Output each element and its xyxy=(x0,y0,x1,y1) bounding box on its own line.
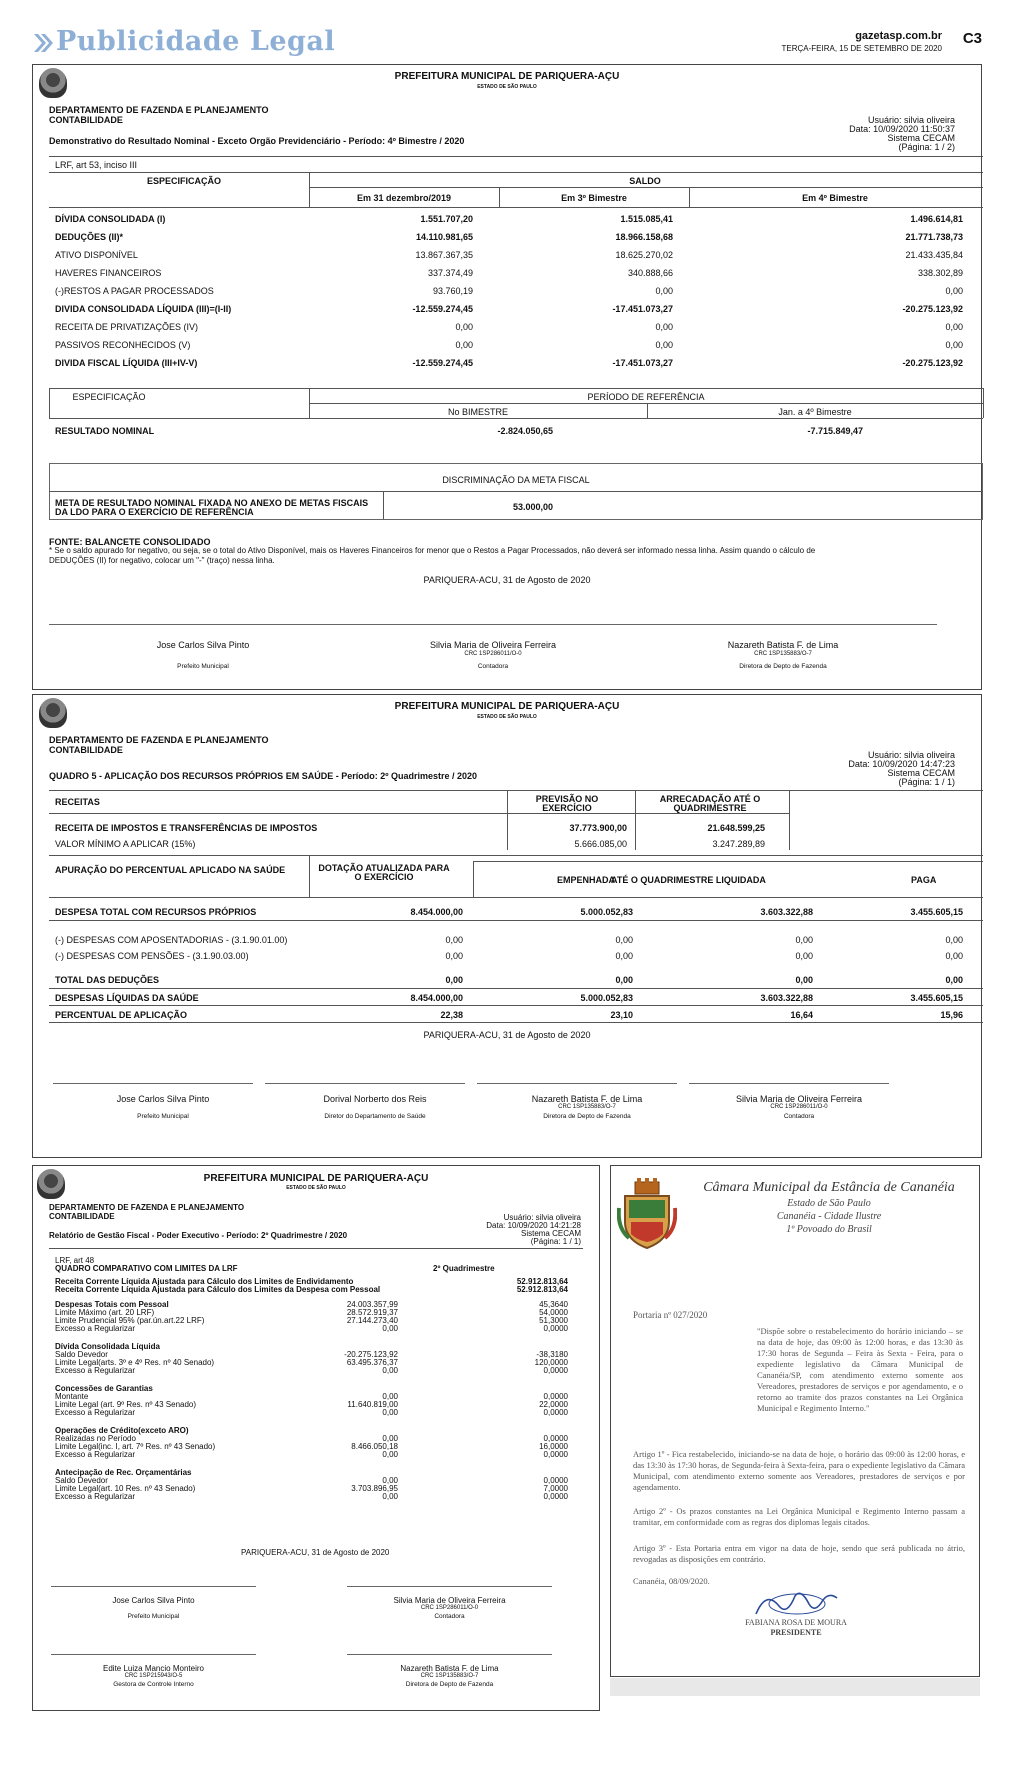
signer-crc: CRC 1SP135883/O-7 xyxy=(754,651,812,657)
resultado-nominal-acum: -7.715.849,47 xyxy=(807,426,863,436)
table-rule xyxy=(49,1022,983,1023)
row-value-4bim: 338.302,89 xyxy=(917,268,963,278)
row-value-4bim: 0,00 xyxy=(945,340,963,350)
doc-subtitle: Demonstrativo do Resultado Nominal - Exceto Orgão Previdenciário - Período: 4º Bimestre / 2020 xyxy=(49,136,465,146)
group-percent: 45,3640 xyxy=(539,1300,568,1309)
fonte-label: FONTE: BALANCETE CONSOLIDADO xyxy=(49,537,211,547)
row-label: RECEITA DE PRIVATIZAÇÕES (IV) xyxy=(55,322,199,332)
usuario-label: Usuário: silvia oliveira xyxy=(867,750,955,760)
section-title: Publicidade Legal xyxy=(56,26,336,57)
signer-name: Dorival Norberto dos Reis xyxy=(323,1094,427,1104)
row-value-liquidada: 0,00 xyxy=(795,975,813,985)
item-label: Limite Máximo (art. 20 LRF) xyxy=(55,1308,155,1317)
camara-coat-of-arms-icon xyxy=(617,1178,677,1250)
item-label: Excesso a Regularizar xyxy=(55,1324,136,1333)
signer-role: Contadora xyxy=(783,1113,815,1120)
camara-signer-role: PRESIDENTE xyxy=(770,1628,822,1637)
row-value-dotacao: 22,38 xyxy=(440,1010,463,1020)
estado-label: ESTADO DE SÃO PAULO xyxy=(286,1185,346,1191)
row-value-3bim: -17.451.073,27 xyxy=(612,304,673,314)
row-label: PERCENTUAL DE APLICAÇÃO xyxy=(55,1010,188,1020)
portaria-number: Portaria nº 027/2020 xyxy=(633,1310,708,1320)
portaria-ementa: "Dispõe sobre o restabelecimento do horário iniciando – se na data de hoje, das 09:00 às 12:00 horas, e das 13:30 às 17:30 horas de Segunda – Feira às Sexta - Feira, para o expediente legislativo da Câmara Municipal de Cananéia/SP, com atendimento externo somente aos Vereadores, prestadores de serviços e por agendamento, e o retorno ao tramite dos prazos constantes na Lei Orgânica Municipal e Regimento Interno." xyxy=(757,1326,963,1413)
item-value: 3.703.896,95 xyxy=(351,1484,398,1493)
col-4bim: Em 4º Bimestre xyxy=(802,193,868,203)
item-value: 0,00 xyxy=(382,1392,398,1401)
rcl-endividamento-label: Receita Corrente Líquida Ajustada para Cálculo dos Limites de Endividamento xyxy=(55,1277,354,1286)
valor-minimo-label: VALOR MÍNIMO A APLICAR (15%) xyxy=(55,839,196,849)
item-label: Excesso a Regularizar xyxy=(55,1366,136,1375)
row-label: (-) DESPESAS COM PENSÕES - (3.1.90.03.00) xyxy=(55,951,249,961)
row-value-3bim: 18.966.158,68 xyxy=(615,232,673,242)
row-value-4bim: 0,00 xyxy=(945,286,963,296)
item-value: 0,00 xyxy=(382,1476,398,1485)
group-title: Antecipação de Rec. Orçamentárias xyxy=(55,1468,192,1477)
row-value-paga: 3.455.605,15 xyxy=(910,907,963,917)
col-quadrimestre: 2º Quadrimestre xyxy=(433,1264,495,1273)
signer-role: Contadora xyxy=(434,1613,465,1620)
doc-saude xyxy=(32,694,982,1158)
item-value: 28.572.919,37 xyxy=(346,1308,398,1317)
item-percent: 51,3000 xyxy=(539,1316,568,1325)
prefeitura-title: PREFEITURA MUNICIPAL DE PARIQUERA-AÇU xyxy=(394,71,620,82)
item-label: Excesso a Regularizar xyxy=(55,1492,136,1501)
col-empenhada: EMPENHADA xyxy=(557,875,616,885)
item-value: -20.275.123,92 xyxy=(344,1350,398,1359)
row-value-dotacao: 8.454.000,00 xyxy=(410,907,463,917)
signer-name: Silvia Maria de Oliveira Ferreira xyxy=(429,640,557,650)
row-value-empenhada: 0,00 xyxy=(615,951,633,961)
row-value-dotacao: 0,00 xyxy=(445,975,463,985)
item-label: Limite Legal(art. 10 Res. nº 43 Senado) xyxy=(55,1484,196,1493)
row-value-3bim: 340.888,66 xyxy=(627,268,673,278)
item-percent: 0,0000 xyxy=(543,1476,568,1485)
meta-label-1: META DE RESULTADO NOMINAL FIXADA NO ANEXO DE METAS FISCAIS xyxy=(55,498,369,508)
col-no-bimestre: No BIMESTRE xyxy=(447,407,508,417)
signer-name: Jose Carlos Silva Pinto xyxy=(116,1094,210,1104)
row-value-liquidada: 0,00 xyxy=(795,951,813,961)
row-value-3bim: 0,00 xyxy=(655,286,673,296)
row-label: DÍVIDA CONSOLIDADA (I) xyxy=(55,214,166,224)
signature-line xyxy=(477,1083,677,1084)
item-label: Saldo Devedor xyxy=(55,1476,108,1485)
col-especificacao: ESPECIFICAÇÃO xyxy=(146,176,221,186)
col-liquidada: ATÉ O QUADRIMESTRE LIQUIDADA xyxy=(611,875,766,885)
valor-minimo-arrecadacao: 3.247.289,89 xyxy=(712,839,765,849)
row-value-2019: -12.559.274,45 xyxy=(412,358,473,368)
item-percent: 0,0000 xyxy=(543,1492,568,1501)
signature-line xyxy=(347,1654,552,1655)
col-arrecadacao: ARRECADAÇÃO ATÉ O xyxy=(659,794,761,804)
row-label: ATIVO DISPONÍVEL xyxy=(55,250,138,260)
group-value: 24.003.357,99 xyxy=(346,1300,398,1309)
row-label: (-)RESTOS A PAGAR PROCESSADOS xyxy=(55,286,214,296)
table-rule xyxy=(49,1005,983,1006)
item-value: 0,00 xyxy=(382,1324,398,1333)
item-label: Montante xyxy=(55,1392,89,1401)
item-label: Saldo Devedor xyxy=(55,1350,108,1359)
doc-resultado-nominal xyxy=(32,64,982,690)
camara-local-date: Cananéia, 08/09/2020. xyxy=(633,1576,710,1586)
camara-signer: FABIANA ROSA DE MOURA xyxy=(745,1618,847,1627)
artigo-3: Artigo 3º - Esta Portaria entra em vigor na data de hoje, sendo que será publicada no átrio, revogadas as disposições em contrário. xyxy=(633,1543,965,1564)
signature-line xyxy=(51,1654,256,1655)
row-value-dotacao: 0,00 xyxy=(445,935,463,945)
col-previsao: PREVISÃO NO xyxy=(535,794,599,804)
row-value-liquidada: 16,64 xyxy=(790,1010,813,1020)
signer-role: Diretora de Depto de Fazenda xyxy=(405,1681,494,1688)
col-3bim: Em 3º Bimestre xyxy=(561,193,627,203)
signer-role: Diretor do Departamento de Saúde xyxy=(324,1113,426,1120)
col-dotacao: DOTAÇÃO ATUALIZADA PARA xyxy=(318,863,450,873)
pagina-label: (Página: 1 / 1) xyxy=(898,777,955,787)
row-value-dotacao: 0,00 xyxy=(445,951,463,961)
discriminacao-label: DISCRIMINAÇÃO DA META FISCAL xyxy=(442,475,590,485)
pagina-label: (Página: 1 / 1) xyxy=(530,1237,581,1246)
signer-crc: CRC 1SP135883/O-7 xyxy=(420,1673,479,1679)
camara-povoado: 1º Povoado do Brasil xyxy=(786,1224,872,1235)
sistema-label: Sistema CECAM xyxy=(887,768,955,778)
item-percent: 0,0000 xyxy=(543,1450,568,1459)
signer-crc: CRC 1SP286011/O-0 xyxy=(464,651,522,657)
local-date: PARIQUERA-ACU, 31 de Agosto de 2020 xyxy=(423,1030,591,1040)
receita-impostos-label: RECEITA DE IMPOSTOS E TRANSFERÊNCIAS DE IMPOSTOS xyxy=(55,823,318,833)
signer-role: Prefeito Municipal xyxy=(127,1613,180,1620)
data-label: Data: 10/09/2020 14:21:28 xyxy=(486,1221,581,1230)
row-value-3bim: 0,00 xyxy=(655,322,673,332)
row-value-empenhada: 5.000.052,83 xyxy=(580,907,633,917)
doc-subtitle: Relatório de Gestão Fiscal - Poder Executivo - Período: 2º Quadrimestre / 2020 xyxy=(49,1231,348,1240)
row-value-3bim: -17.451.073,27 xyxy=(612,358,673,368)
signer-name: Jose Carlos Silva Pinto xyxy=(156,640,250,650)
row-label: DIVIDA FISCAL LÍQUIDA (III+IV-V) xyxy=(55,358,198,368)
signer-role: Prefeito Municipal xyxy=(137,1113,189,1120)
row-value-3bim: 1.515.085,41 xyxy=(620,214,673,224)
item-label: Limite Prudencial 95% (par.ún.art.22 LRF) xyxy=(55,1316,205,1325)
sistema-label: Sistema CECAM xyxy=(520,1229,581,1238)
row-value-2019: 0,00 xyxy=(455,340,473,350)
item-value: 0,00 xyxy=(382,1408,398,1417)
group-title: Concessões de Garantias xyxy=(55,1384,153,1393)
usuario-label: Usuário: silvia oliveira xyxy=(867,115,955,125)
row-label: TOTAL DAS DEDUÇÕES xyxy=(55,975,160,985)
camara-estado: Estado de São Paulo xyxy=(787,1198,871,1209)
item-label: Excesso a Regularizar xyxy=(55,1450,136,1459)
signature-line xyxy=(51,1586,256,1587)
col-periodo: PERÍODO DE REFERÊNCIA xyxy=(587,392,705,402)
edition-date: TERÇA-FEIRA, 15 DE SETEMBRO DE 2020 xyxy=(781,44,942,53)
row-value-liquidada: 3.603.322,88 xyxy=(760,907,813,917)
row-value-3bim: 0,00 xyxy=(655,340,673,350)
signature-line xyxy=(347,1586,552,1587)
artigo-2: Artigo 2º - Os prazos constantes na Lei Orgânica Municipal e Regimento Interno passam a tramitar, em conformidade com as regras dos diplomas legais citados. xyxy=(633,1506,965,1527)
item-percent: 0,0000 xyxy=(543,1366,568,1375)
prefeitura-title: PREFEITURA MUNICIPAL DE PARIQUERA-AÇU xyxy=(203,1173,429,1184)
doc-camara-portaria xyxy=(610,1165,980,1677)
rcl-pessoal-value: 52.912.813,64 xyxy=(516,1285,568,1294)
item-label: Limite Legal(inc. I, art. 7º Res. nº 43 Senado) xyxy=(55,1442,216,1451)
col-arrecadacao-2: QUADRIMESTRE xyxy=(673,803,747,813)
col-apuracao: APURAÇÃO DO PERCENTUAL APLICADO NA SAÚDE xyxy=(55,865,286,875)
row-value-2019: 14.110.981,65 xyxy=(415,232,473,242)
nota-line-1: * Se o saldo apurado for negativo, ou seja, se o total do Ativo Disponível, mais os Haveres Financeiros for menor que o Restos a Pagar Processados, não deverá ser informado nessa linha. Assim quando o cálculo de xyxy=(49,546,816,555)
col-paga: PAGA xyxy=(911,875,937,885)
row-label: HAVERES FINANCEIROS xyxy=(55,268,162,278)
row-value-liquidada: 0,00 xyxy=(795,935,813,945)
item-label: Excesso a Regularizar xyxy=(55,1408,136,1417)
row-value-2019: 0,00 xyxy=(455,322,473,332)
row-label: (-) DESPESAS COM APOSENTADORIAS - (3.1.90.01.00) xyxy=(55,935,288,945)
chevron-right-icon xyxy=(32,32,54,54)
item-percent: 120,0000 xyxy=(534,1358,568,1367)
estado-label: ESTADO DE SÃO PAULO xyxy=(477,714,537,720)
row-value-empenhada: 0,00 xyxy=(615,935,633,945)
doc-subtitle: QUADRO 5 - APLICAÇÃO DOS RECURSOS PRÓPRIOS EM SAÚDE - Período: 2º Quadrimestre / 2020 xyxy=(49,771,478,781)
row-label: DEDUÇÕES (II)* xyxy=(55,232,124,242)
contab-label: CONTABILIDADE xyxy=(49,1212,115,1221)
resultado-nominal-bim: -2.824.050,65 xyxy=(497,426,553,436)
receita-impostos-arrecadacao: 21.648.599,25 xyxy=(707,823,765,833)
col-dotacao-2: O EXERCÍCIO xyxy=(354,872,414,882)
col-previsao-2: EXERCÍCIO xyxy=(542,803,592,813)
page-header xyxy=(32,28,982,62)
item-value: 8.466.050,18 xyxy=(351,1442,398,1451)
item-value: 27.144.273,40 xyxy=(346,1316,398,1325)
signer-crc: CRC 1SP215943/O-5 xyxy=(124,1673,183,1679)
signer-name: Silvia Maria de Oliveira Ferreira xyxy=(393,1596,506,1605)
item-percent: 0,0000 xyxy=(543,1324,568,1333)
item-value: 0,00 xyxy=(382,1450,398,1459)
signature-line xyxy=(689,1083,889,1084)
prefeitura-title: PREFEITURA MUNICIPAL DE PARIQUERA-AÇU xyxy=(394,701,620,712)
item-label: Limite Legal (art. 9º Res. nº 43 Senado) xyxy=(55,1400,197,1409)
item-value: 11.640.819,00 xyxy=(347,1400,398,1409)
data-label: Data: 10/09/2020 14:47:23 xyxy=(848,759,955,769)
nota-line-2: DEDUÇÕES (II) for negativo, colocar um "-" (traço) nessa linha. xyxy=(49,556,275,565)
row-label: DESPESA TOTAL COM RECURSOS PRÓPRIOS xyxy=(55,907,257,917)
row-value-4bim: 0,00 xyxy=(945,322,963,332)
item-percent: 7,0000 xyxy=(543,1484,568,1493)
signer-name: Nazareth Batista F. de Lima xyxy=(531,1094,643,1104)
item-label: Limite Legal(arts. 3º e 4º Res. nº 40 Senado) xyxy=(55,1358,215,1367)
row-value-2019: 1.551.707,20 xyxy=(420,214,473,224)
signer-name: Nazareth Batista F. de Lima xyxy=(727,640,839,650)
item-label: Realizadas no Período xyxy=(55,1434,136,1443)
site-name: gazetasp.com.br xyxy=(855,30,942,42)
item-percent: 22,0000 xyxy=(539,1400,568,1409)
local-date: PARIQUERA-ACU, 31 de Agosto de 2020 xyxy=(423,575,591,585)
dept-label: DEPARTAMENTO DE FAZENDA E PLANEJAMENTO xyxy=(49,105,269,115)
row-value-3bim: 18.625.270,02 xyxy=(615,250,673,260)
meta-label-2: DA LDO PARA O EXERCÍCIO DE REFERÊNCIA xyxy=(55,507,254,517)
row-label: DESPESAS LÍQUIDAS DA SAÚDE xyxy=(55,993,199,1003)
resultado-nominal-label: RESULTADO NOMINAL xyxy=(55,426,155,436)
table-rule xyxy=(49,920,983,921)
signer-role: Diretora de Depto de Fazenda xyxy=(739,663,827,670)
item-value: 0,00 xyxy=(382,1492,398,1501)
group-title: Operações de Crédito(exceto ARO) xyxy=(55,1426,189,1435)
item-percent: 0,0000 xyxy=(543,1434,568,1443)
col-receitas: RECEITAS xyxy=(55,797,100,807)
row-value-paga: 3.455.605,15 xyxy=(910,993,963,1003)
receita-impostos-previsao: 37.773.900,00 xyxy=(569,823,627,833)
row-label: DIVIDA CONSOLIDADA LÍQUIDA (III)=(I-II) xyxy=(55,304,232,314)
meta-value: 53.000,00 xyxy=(512,502,554,512)
table-rule xyxy=(49,988,983,989)
item-percent: 0,0000 xyxy=(543,1392,568,1401)
gray-strip xyxy=(610,1678,980,1696)
row-value-empenhada: 5.000.052,83 xyxy=(580,993,633,1003)
col-saldo: SALDO xyxy=(629,176,661,186)
signer-role: Diretora de Depto de Fazenda xyxy=(543,1113,631,1120)
item-percent: -38,3180 xyxy=(536,1350,568,1359)
row-value-4bim: -20.275.123,92 xyxy=(902,358,963,368)
handwritten-signature xyxy=(751,1586,841,1622)
group-title: Despesas Totais com Pessoal xyxy=(55,1300,169,1309)
signer-role: Prefeito Municipal xyxy=(177,663,229,670)
usuario-label: Usuário: silvia oliveira xyxy=(503,1213,581,1222)
artigo-1: Artigo 1º - Fica restabelecido, iniciando-se na data de hoje, o horário das 09:00 às 12:00 horas, e das 13:30 às 17:30 horas, de Segunda-feira à Sexta-feira, para o expediente legislativo da Câmara Municipal, com atendimento externo somente aos Vereadores, prestadores de serviços e por agendamento. xyxy=(633,1449,965,1492)
row-value-dotacao: 8.454.000,00 xyxy=(410,993,463,1003)
col-especificacao-2: ESPECIFICAÇÃO xyxy=(72,392,146,402)
camara-title: Câmara Municipal da Estância de Cananéia xyxy=(703,1180,955,1195)
item-percent: 0,0000 xyxy=(543,1408,568,1417)
row-value-empenhada: 0,00 xyxy=(615,975,633,985)
signer-role: Gestora de Controle Interno xyxy=(113,1681,194,1688)
row-value-4bim: -20.275.123,92 xyxy=(902,304,963,314)
signature-line xyxy=(53,1083,253,1084)
lrf-label: LRF, art 53, inciso III xyxy=(55,160,138,170)
doc-gestao-fiscal xyxy=(32,1165,600,1711)
valor-minimo-previsao: 5.666.085,00 xyxy=(574,839,627,849)
row-value-2019: 337.374,49 xyxy=(427,268,473,278)
item-value: 0,00 xyxy=(382,1366,398,1375)
page-number: C3 xyxy=(962,30,982,47)
signature-line xyxy=(265,1083,465,1084)
item-value: 0,00 xyxy=(382,1434,398,1443)
row-value-4bim: 21.433.435,84 xyxy=(905,250,963,260)
signer-crc: CRC 1SP286011/O-0 xyxy=(420,1605,479,1611)
row-value-4bim: 1.496.614,81 xyxy=(910,214,963,224)
row-value-4bim: 21.771.738,73 xyxy=(905,232,963,242)
signer-name: Silvia Maria de Oliveira Ferreira xyxy=(735,1094,863,1104)
sistema-label: Sistema CECAM xyxy=(887,133,955,143)
local-date: PARIQUERA-ACU, 31 de Agosto de 2020 xyxy=(241,1548,390,1557)
row-label: PASSIVOS RECONHECIDOS (V) xyxy=(55,340,191,350)
row-value-paga: 0,00 xyxy=(945,935,963,945)
contab-label: CONTABILIDADE xyxy=(49,115,123,125)
item-value: 63.495.376,37 xyxy=(346,1358,398,1367)
row-value-liquidada: 3.603.322,88 xyxy=(760,993,813,1003)
col-jan-bimestre: Jan. a 4º Bimestre xyxy=(778,407,852,417)
signer-name: Edite Luiza Mancio Monteiro xyxy=(103,1664,204,1673)
row-value-empenhada: 23,10 xyxy=(610,1010,633,1020)
estado-label: ESTADO DE SÃO PAULO xyxy=(477,84,537,90)
item-percent: 54,0000 xyxy=(539,1308,568,1317)
row-value-2019: -12.559.274,45 xyxy=(412,304,473,314)
rcl-endividamento-value: 52.912.813,64 xyxy=(516,1277,568,1286)
rcl-pessoal-label: Receita Corrente Líquida Ajustada para Cálculo dos Limites da Despesa com Pessoal xyxy=(55,1285,381,1294)
pagina-label: (Página: 1 / 2) xyxy=(898,142,955,152)
group-title: Dívida Consolidada Líquida xyxy=(55,1342,160,1351)
signer-crc: CRC 1SP286011/O-0 xyxy=(770,1104,828,1110)
signer-name: Nazareth Batista F. de Lima xyxy=(400,1664,499,1673)
contab-label: CONTABILIDADE xyxy=(49,745,123,755)
data-label: Data: 10/09/2020 11:50:37 xyxy=(849,124,955,134)
signer-crc: CRC 1SP135883/O-7 xyxy=(558,1104,616,1110)
camara-cidade: Cananéia - Cidade Ilustre xyxy=(776,1211,882,1222)
row-value-paga: 0,00 xyxy=(945,951,963,961)
dept-label: DEPARTAMENTO DE FAZENDA E PLANEJAMENTO xyxy=(49,1203,245,1212)
dept-label: DEPARTAMENTO DE FAZENDA E PLANEJAMENTO xyxy=(49,735,269,745)
quadro-title: QUADRO COMPARATIVO COM LIMITES DA LRF xyxy=(55,1264,238,1273)
row-value-2019: 13.867.367,35 xyxy=(415,250,473,260)
signer-name: Jose Carlos Silva Pinto xyxy=(112,1596,195,1605)
item-percent: 16,0000 xyxy=(539,1442,568,1451)
row-value-paga: 0,00 xyxy=(945,975,963,985)
signer-role: Contadora xyxy=(477,663,509,670)
row-value-2019: 93.760,19 xyxy=(432,286,473,296)
lrf-label: LRF, art 48 xyxy=(55,1256,95,1265)
row-value-paga: 15,96 xyxy=(940,1010,963,1020)
col-2019: Em 31 dezembro/2019 xyxy=(356,193,452,203)
